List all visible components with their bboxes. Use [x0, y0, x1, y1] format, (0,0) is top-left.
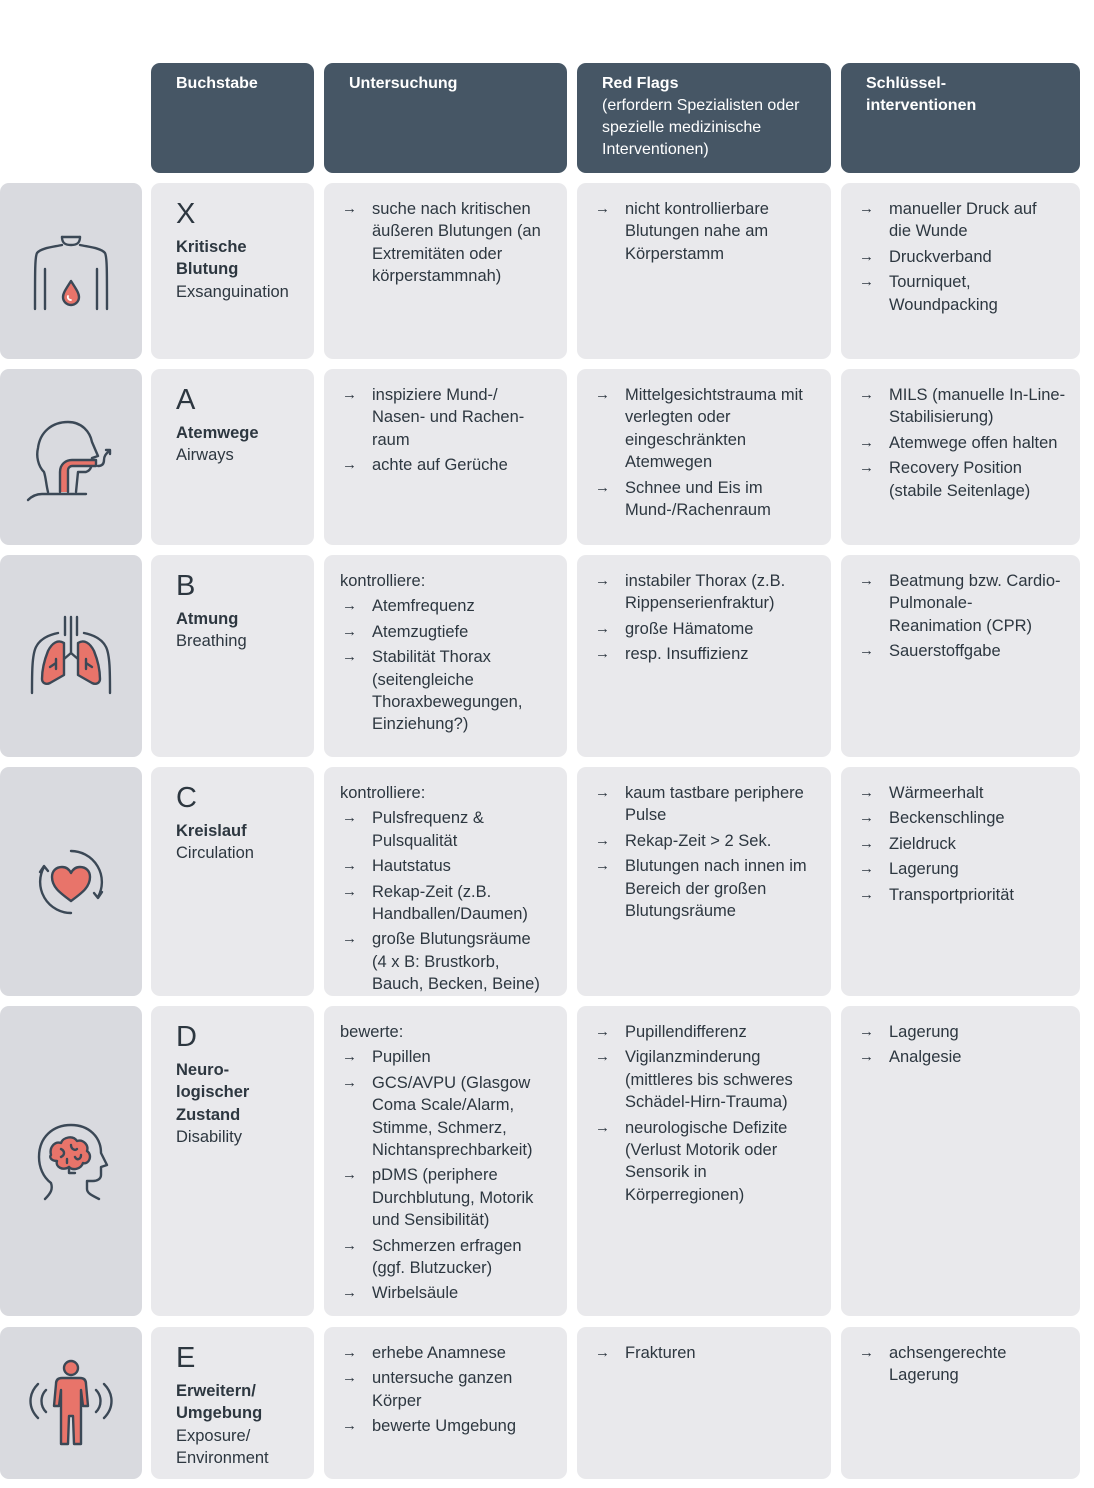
header-red-flags-label: Red Flags [602, 75, 679, 92]
row-d-exam-cell [324, 1006, 567, 1316]
row-d-letter: D [176, 1021, 197, 1053]
list-item: → Analgesie [857, 1046, 1062, 1068]
row-b-icon-cell [0, 555, 142, 757]
body-exposure-icon [26, 1358, 116, 1448]
row-e-interventions-cell [841, 1327, 1080, 1479]
list-item: → MILS (manuelle In-Line-Stabilisierung) [857, 384, 1072, 429]
row-b-interventions-cell [841, 555, 1080, 757]
list-item: → Blutungen nach innen im Bereich der großen Blutungsräume [593, 855, 813, 922]
row-c-exam-cell [324, 767, 567, 996]
row-a-icon-cell [0, 369, 142, 545]
row-b-title-en: Breathing [176, 632, 247, 651]
header-interventionen-label: Schlüssel-interventionen [866, 75, 977, 114]
row-x-title-en: Exsanguination [176, 282, 289, 301]
row-x-icon-cell [0, 183, 142, 359]
row-x-letter: X [176, 198, 196, 230]
row-b-letter: B [176, 570, 196, 602]
list-item: → Hautstatus [340, 855, 549, 877]
list-item: → Beckenschlinge [857, 807, 1062, 829]
row-c-interventions-cell [841, 767, 1080, 996]
list-item: → Rekap-Zeit (z.B. Handballen/Daumen) [340, 881, 549, 926]
header-schluesselinterventionen [841, 63, 1080, 173]
list-item: → untersuche ganzen Körper [340, 1367, 549, 1412]
list-item: → suche nach kritischen äußeren Blutungen (an Extremitäten oder körperstammnah) [340, 198, 549, 288]
row-a-letter: A [176, 384, 196, 416]
list-item: → Mittelgesichtstrauma mit verlegten oder eingeschränkten Atemwegen [593, 384, 813, 474]
row-b-exam-intro: kontrolliere: [340, 572, 426, 590]
row-b-redflags-cell [577, 555, 831, 757]
row-c-title-en: Circulation [176, 844, 254, 863]
airway-head-icon [26, 412, 116, 502]
list-item: → Schnee und Eis im Mund-/Rachenraum [593, 477, 813, 522]
list-item: → GCS/AVPU (Glasgow Coma Scale/Alarm, Stimme, Schmerz, Nichtansprechbarkeit) [340, 1072, 549, 1162]
list-item: → Frakturen [593, 1342, 813, 1364]
row-c-icon-cell [0, 767, 142, 996]
header-red-flags-sub: (erfordern Spezialisten oder spezielle medizinische Interventionen) [602, 97, 800, 158]
lungs-icon [28, 613, 114, 699]
list-item: → kaum tastbare periphere Pulse [593, 782, 813, 827]
list-item: → Druckverband [857, 246, 1062, 268]
list-item: → Sauerstoffgabe [857, 640, 1062, 662]
header-buchstabe [151, 63, 314, 173]
head-brain-icon [31, 1119, 111, 1203]
list-item: → große Hämatome [593, 618, 813, 640]
row-a-redflags-cell [577, 369, 831, 545]
torso-blood-drop-icon [29, 229, 113, 313]
list-item: → Atemzugtiefe [340, 621, 549, 643]
row-e-letter-cell [151, 1327, 314, 1479]
row-e-title: Erweitern/ Umgebung [176, 1382, 263, 1423]
row-c-letter-cell [151, 767, 314, 996]
row-c-redflags-cell [577, 767, 831, 996]
row-x-redflags-cell [577, 183, 831, 359]
list-item: → Pupillen [340, 1046, 549, 1068]
list-item: → Schmerzen erfragen (ggf. Blutzucker) [340, 1235, 549, 1280]
list-item: → Stabilität Thorax (seitengleiche Thoraxbewegungen, Einziehung?) [340, 646, 549, 736]
row-x-letter-cell [151, 183, 314, 359]
list-item: → manueller Druck auf die Wunde [857, 198, 1062, 243]
row-e-exam-cell [324, 1327, 567, 1479]
list-item: → resp. Insuffizienz [593, 643, 813, 665]
list-item: → inspiziere Mund-/ Nasen- und Rachen-raum [340, 384, 549, 451]
row-e-icon-cell [0, 1327, 142, 1479]
header-untersuchung-label: Untersuchung [349, 75, 458, 92]
row-e-letter: E [176, 1342, 196, 1374]
row-d-exam-intro: bewerte: [340, 1023, 404, 1041]
row-a-exam-cell [324, 369, 567, 545]
row-d-title-en: Disability [176, 1128, 243, 1147]
row-a-title: Atemwege [176, 424, 259, 442]
list-item: → neurologische Defizite (Verlust Motorik oder Sensorik in Körperregionen) [593, 1117, 813, 1207]
list-item: → Wärmeerhalt [857, 782, 1062, 804]
list-item: → Tourniquet, Woundpacking [857, 271, 1062, 316]
header-buchstabe-label: Buchstabe [176, 75, 258, 92]
row-b-exam-cell [324, 555, 567, 757]
list-item: → Lagerung [857, 1021, 1062, 1043]
row-x-title: Kritische Blutung [176, 238, 247, 279]
list-item: → achsengerechte Lagerung [857, 1342, 1062, 1387]
row-c-exam-intro: kontrolliere: [340, 784, 426, 802]
list-item: → bewerte Umgebung [340, 1415, 549, 1437]
row-d-redflags-cell [577, 1006, 831, 1316]
header-red-flags [577, 63, 831, 173]
row-d-title: Neuro-logischer Zustand [176, 1061, 250, 1124]
list-item: → Pupillendifferenz [593, 1021, 813, 1043]
row-d-interventions-cell [841, 1006, 1080, 1316]
list-item: → nicht kontrollierbare Blutungen nahe am Körperstamm [593, 198, 813, 265]
row-a-letter-cell [151, 369, 314, 545]
row-e-title-en: Exposure/ Environment [176, 1426, 269, 1468]
row-b-letter-cell [151, 555, 314, 757]
list-item: → pDMS (periphere Durchblutung, Motorik und Sensibilität) [340, 1164, 549, 1231]
header-untersuchung [324, 63, 567, 173]
list-item: → Transportpriorität [857, 884, 1062, 906]
list-item: → Rekap-Zeit > 2 Sek. [593, 830, 813, 852]
row-e-redflags-cell [577, 1327, 831, 1479]
list-item: → erhebe Anamnese [340, 1342, 549, 1364]
list-item: → instabiler Thorax (z.B. Rippenserienfraktur) [593, 570, 813, 615]
list-item: → Atemfrequenz [340, 595, 549, 617]
list-item: → Vigilanzminderung (mittleres bis schweres Schädel-Hirn-Trauma) [593, 1046, 813, 1113]
list-item: → Zieldruck [857, 833, 1062, 855]
row-x-exam-cell [324, 183, 567, 359]
list-item: → achte auf Gerüche [340, 454, 549, 476]
list-item: → große Blutungsräume (4 x B: Brustkorb, Bauch, Becken, Beine) [340, 928, 549, 995]
row-x-interventions-cell [841, 183, 1080, 359]
list-item: → Beatmung bzw. Cardio-Pulmonale-Reanimation (CPR) [857, 570, 1062, 637]
row-a-title-en: Airways [176, 446, 234, 465]
row-c-letter: C [176, 782, 197, 814]
heart-circulation-icon [36, 847, 106, 917]
list-item: → Atemwege offen halten [857, 432, 1072, 454]
row-b-title: Atmung [176, 610, 239, 628]
list-item: → Lagerung [857, 858, 1062, 880]
row-a-interventions-cell [841, 369, 1080, 545]
row-d-letter-cell [151, 1006, 314, 1316]
list-item: → Recovery Position (stabile Seitenlage) [857, 457, 1072, 502]
row-c-title: Kreislauf [176, 822, 247, 840]
list-item: → Wirbelsäule [340, 1282, 549, 1304]
row-d-icon-cell [0, 1006, 142, 1316]
list-item: → Pulsfrequenz & Pulsqualität [340, 807, 549, 852]
